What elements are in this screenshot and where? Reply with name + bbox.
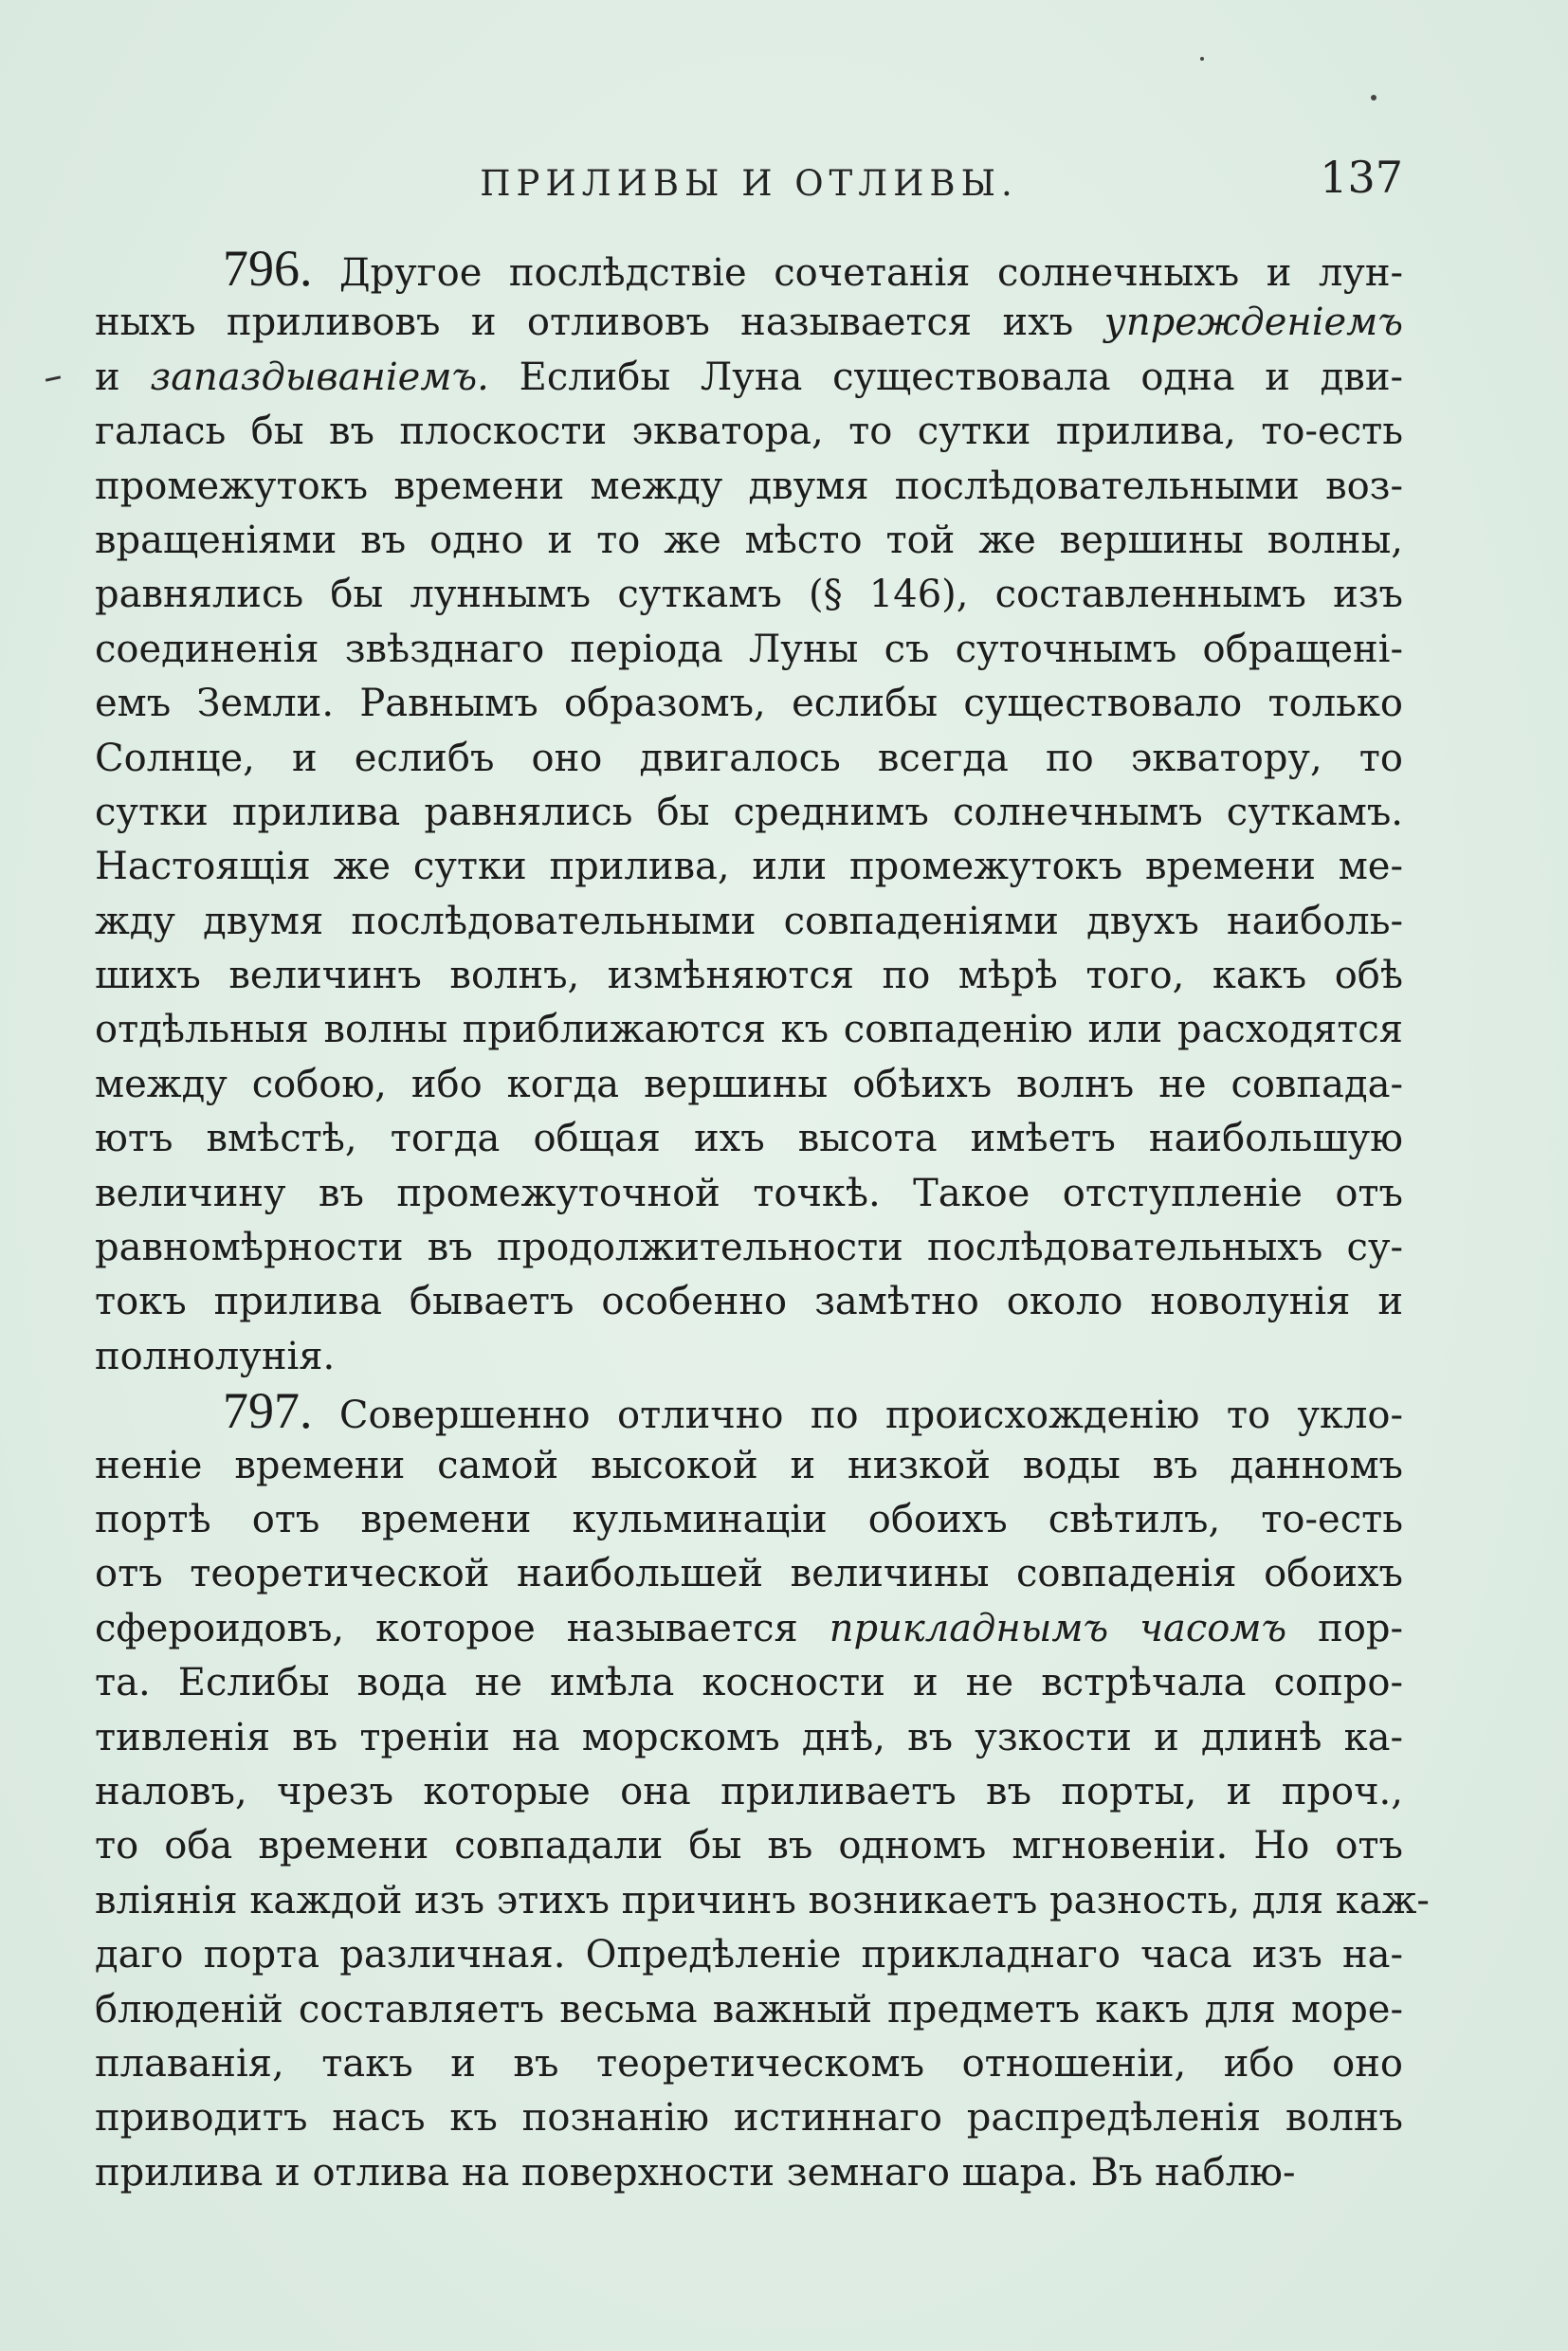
text-run: между собою, ибо когда вершины обѣихъ волнъ не совпада-	[95, 1062, 1403, 1106]
text-run: вліянія каждой изъ этихъ причинъ возникаетъ разность, для каж-	[95, 1878, 1430, 1923]
text-run: равномѣрности въ продолжительности послѣдовательныхъ су-	[95, 1226, 1403, 1270]
text-line	[95, 1928, 1403, 1982]
text-line	[95, 1983, 1403, 2037]
text-line	[95, 514, 1403, 568]
running-header	[95, 152, 1403, 218]
margin-pencil-mark	[46, 375, 61, 381]
text-run: и	[95, 355, 151, 399]
text-line	[95, 1602, 1403, 1656]
text-line	[95, 1765, 1403, 1819]
text-line	[95, 2091, 1403, 2145]
text-line	[95, 2146, 1403, 2200]
text-run: ютъ вмѣстѣ, тогда общая ихъ высота имѣетъ наибольшую	[95, 1117, 1403, 1161]
text-line	[95, 895, 1403, 949]
text-run: Совершенно отлично по происхожденію то укло-	[312, 1394, 1403, 1438]
italic-term: прикладнымъ часомъ	[829, 1606, 1287, 1650]
text-line	[95, 1439, 1403, 1493]
running-title: ПРИЛИВЫ И ОТЛИВЫ.	[480, 163, 1018, 204]
text-run: отдѣльныя волны приближаются къ совпаденію или расходятся	[95, 1008, 1403, 1052]
text-run: неніе времени самой высокой и низкой воды въ данномъ	[95, 1443, 1403, 1487]
text-line	[95, 677, 1403, 731]
text-line	[95, 460, 1403, 514]
text-run: Другое послѣдствіе сочетанія солнечныхъ и лун-	[312, 251, 1403, 295]
text-line	[95, 1112, 1403, 1166]
text-line	[95, 949, 1403, 1003]
text-run: галась бы въ плоскости экватора, то сутки прилива, то-есть	[95, 410, 1403, 454]
text-run: Настоящія же сутки прилива, или промежутокъ времени ме-	[95, 845, 1403, 889]
text-run: отъ теоретической наибольшей величины совпаденія обоихъ	[95, 1552, 1403, 1596]
text-line	[95, 840, 1403, 894]
text-line	[95, 1493, 1403, 1547]
text-line	[95, 1221, 1403, 1275]
text-run: приводитъ насъ къ познанію истиннаго распредѣленія волнъ	[95, 2096, 1403, 2141]
text-run: пор-	[1286, 1606, 1404, 1650]
text-run: соединенія звѣзднаго періода Луны съ суточнымъ обращені-	[95, 627, 1403, 671]
paragraph-number: 796.	[223, 240, 313, 297]
text-line	[95, 732, 1403, 786]
text-run: Солнце, и еслибъ оно двигалось всегда по экватору, то	[95, 736, 1403, 780]
text-run: то оба времени совпадали бы въ одномъ мгновеніи. Но отъ	[95, 1824, 1403, 1868]
text-run: полнолунія.	[95, 1334, 336, 1378]
text-line	[95, 242, 1403, 296]
text-run: жду двумя послѣдовательными совпаденіями двухъ наиболь-	[95, 899, 1403, 943]
text-line	[95, 623, 1403, 677]
text-run: сутки прилива равнялись бы среднимъ солнечнымъ суткамъ.	[95, 790, 1403, 834]
text-run: токъ прилива бываетъ особенно замѣтно около новолунія и	[95, 1280, 1403, 1324]
text-line	[95, 1656, 1403, 1710]
text-line	[95, 1275, 1403, 1329]
text-line	[95, 351, 1403, 405]
ink-speck	[1371, 95, 1377, 100]
page-number: 137	[1320, 152, 1403, 203]
text-run: плаванія, такъ и въ теоретическомъ отношеніи, ибо оно	[95, 2041, 1403, 2086]
text-line	[95, 405, 1403, 459]
text-line	[95, 1330, 1403, 1384]
text-run: наловъ, чрезъ которые она приливаетъ въ порты, и проч.,	[95, 1769, 1403, 1813]
italic-term: упрежденіемъ	[1103, 301, 1403, 345]
text-run: даго порта различная. Опредѣленіе прикладнаго часа изъ на-	[95, 1933, 1403, 1977]
text-run: равнялись бы луннымъ суткамъ (§ 146), составленнымъ изъ	[95, 573, 1403, 617]
paragraph-number: 797.	[223, 1382, 313, 1440]
text-run: та. Еслибы вода не имѣла косности и не встрѣчала сопро-	[95, 1661, 1403, 1705]
text-run: прилива и отлива на поверхности земнаго шара. Въ наблю-	[95, 2150, 1296, 2195]
text-line	[95, 1547, 1403, 1601]
text-run: шихъ величинъ волнъ, измѣняются по мѣрѣ того, какъ обѣ	[95, 954, 1403, 998]
text-line	[95, 1711, 1403, 1765]
text-run: сфероидовъ, которое называется	[95, 1606, 830, 1650]
text-run: величину въ промежуточной точкѣ. Такое отступленіе отъ	[95, 1171, 1403, 1215]
italic-term: запаздываніемъ.	[150, 355, 489, 399]
text-run: емъ Земли. Равнымъ образомъ, еслибы существовало только	[95, 682, 1403, 726]
ink-speck	[1200, 57, 1204, 61]
text-line	[95, 1167, 1403, 1221]
text-run: блюденій составляетъ весьма важный предметъ какъ для море-	[95, 1987, 1403, 2032]
text-run: вращеніями въ одно и то же мѣсто той же вершины волны,	[95, 518, 1403, 562]
text-line	[95, 296, 1403, 350]
text-line	[95, 1874, 1430, 1928]
text-line	[95, 1819, 1403, 1873]
text-line	[95, 568, 1403, 622]
text-run: портѣ отъ времени кульминаціи обоихъ свѣтилъ, то-есть	[95, 1497, 1403, 1541]
body-text	[95, 240, 1430, 2200]
text-line	[95, 1003, 1403, 1057]
text-line	[95, 2037, 1403, 2091]
text-line	[95, 786, 1403, 840]
text-line	[95, 1384, 1403, 1438]
text-run: тивленія въ треніи на морскомъ днѣ, въ узкости и длинѣ ка-	[95, 1715, 1403, 1759]
text-run: промежутокъ времени между двумя послѣдовательными воз-	[95, 464, 1403, 508]
text-run: ныхъ приливовъ и отливовъ называется ихъ	[95, 301, 1104, 345]
text-line	[95, 1058, 1403, 1112]
text-run: Еслибы Луна существовала одна и дви-	[488, 355, 1404, 399]
